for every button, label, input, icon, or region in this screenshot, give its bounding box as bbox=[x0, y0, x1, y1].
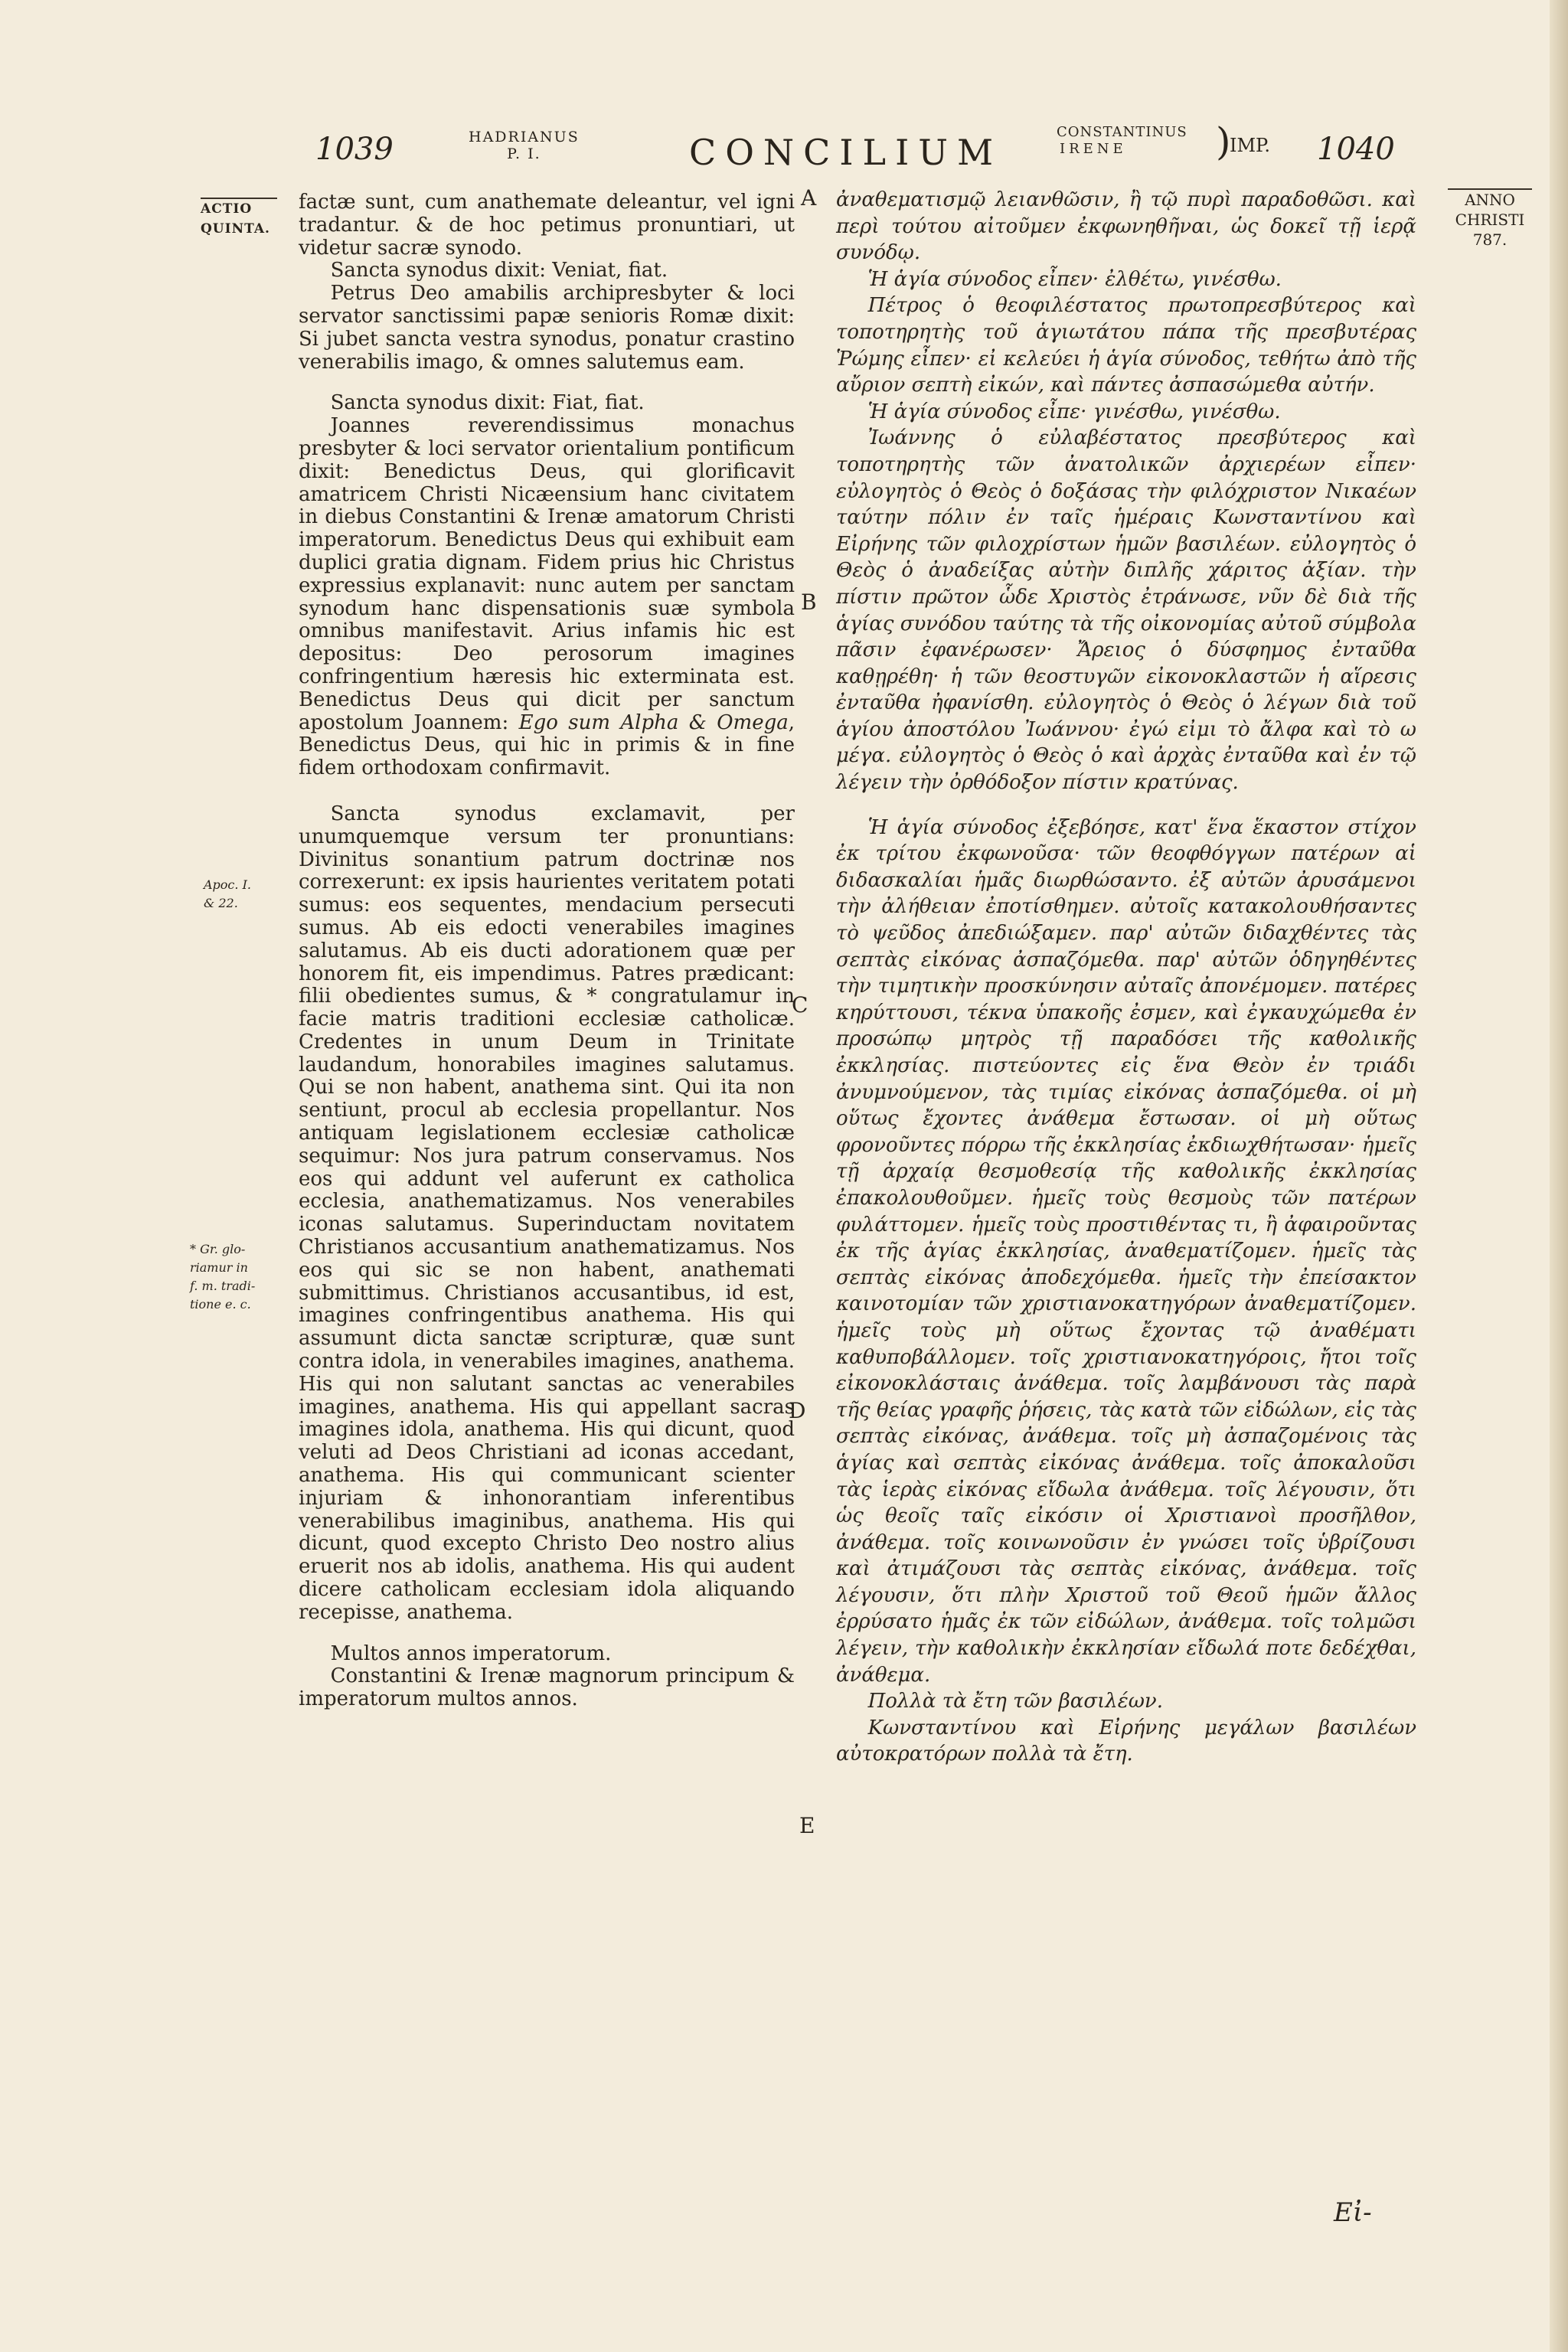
latin-paragraph-2: Sancta synodus dixit: Veniat, fiat. bbox=[330, 259, 668, 283]
note-gr-line-4: tione e. c. bbox=[190, 1297, 251, 1312]
greek-paragraph-3: Πέτρος ὁ θεοφιλέστατος πρωτοπρεσβύτερος καὶ τοποτηρητὴς τοῦ ἁγιωτάτου πάπα τῆς πρεσβυτέρας Ῥώμης εἶπεν· εἰ κελεύει ἡ ἁγία σύνοδος, τεθήτω ἀπὸ τῆς αὔριον σεπτὴ εἰκών, καὶ πάντες ἀσπασώμεθα αὐτήν. bbox=[836, 294, 1416, 397]
greek-paragraph-1: ἀναθεματισμῷ λειανθῶσιν, ἢ τῷ πυρὶ παραδοθῶσι. καὶ περὶ τούτου αἰτοῦμεν ἐκφωνηθῆναι, ὡς δοκεῖ τῇ ἱερᾷ συνόδῳ. bbox=[836, 188, 1416, 265]
greek-paragraph-4: Ἡ ἁγία σύνοδος εἶπε· γινέσθω, γινέσθω. bbox=[867, 400, 1281, 423]
page-number-right: 1040 bbox=[1317, 132, 1395, 167]
margin-note-greek-variant bbox=[190, 1240, 255, 1314]
note-gr-line-1: * Gr. glo- bbox=[190, 1242, 246, 1256]
greek-paragraph-acclamation: Ἡ ἁγία σύνοδος ἐξεβόησε, κατ' ἕνα ἕκαστον στίχον ἐκ τρίτου ἐκφωνοῦσα· τῶν θεοφθόγγων πατέρων αἱ διδασκαλίαι ἡμᾶς διωρθώσαντο. ἐξ αὐτῶν ἀρυσάμενοι τὴν ἀλήθειαν ἐποτίσθημεν. αὐτοῖς κατακολουθήσαντες τὸ ψεῦδος ἀπεδιώξαμεν. παρ' αὐτῶν διδαχθέντες τὰς σεπτὰς εἰκόνας ἀσπαζόμεθα. παρ' αὐτῶν ὁδηγηθέντες τὴν τιμητικὴν προσκύνησιν αὐταῖς ἀπονέμομεν. πατέρες κηρύττουσι, τέκνα ὑπακοῆς ἐσμεν, καὶ ἐγκαυχώμεθα ἐν προσώπῳ μητρὸς τῇ παραδόσει τῆς καθολικῆς ἐκκλησίας. πιστεύοντες εἰς ἕνα Θεὸν ἐν τριάδι ἀνυμνούμενον, τὰς τιμίας εἰκόνας ἀσπαζόμεθα. οἱ μὴ οὕτως ἔχοντες ἀνάθεμα ἔστωσαν. οἱ μὴ οὕτως φρονοῦντες πόρρω τῆς ἐκκλησίας ἐκδιωχθήτωσαν· ἡμεῖς τῇ ἀρχαίᾳ θεσμοθεσίᾳ τῆς καθολικῆς ἐκκλησίας ἐπακολουθοῦμεν. ἡμεῖς τοὺς θεσμοὺς τῶν πατέρων φυλάττομεν. ἡμεῖς τοὺς προστιθέντας τι, ἢ ἀφαιροῦντας ἐκ τῆς ἁγίας ἐκκλησίας, ἀναθεματίζομεν. ἡμεῖς τὰς σεπτὰς εἰκόνας ἀποδεχόμεθα. ἡμεῖς τὴν ἐπείσακτον καινοτομίαν τῶν χριστιανοκατηγόρων ἀναθεματίζομεν. ἡμεῖς τοὺς μὴ οὕτως ἔχοντας τῷ ἀναθέματι καθυποβάλλομεν. τοῖς χριστιανοκατηγόροις, ἤτοι τοῖς εἰκονοκλάσταις ἀνάθεμα. τοῖς λαμβάνουσι τὰς παρὰ τῆς θείας γραφῆς ῥήσεις, τὰς κατὰ τῶν εἰδώλων, εἰς τὰς σεπτὰς εἰκόνας, ἀνάθεμα. τοῖς μὴ ἀσπαζομένοις τὰς ἁγίας καὶ σεπτὰς εἰκόνας ἀνάθεμα. τοῖς ἀποκαλοῦσι τὰς ἱερὰς εἰκόνας εἴδωλα ἀνάθεμα. τοῖς λέγουσιν, ὅτι ὡς θεοῖς ταῖς εἰκόσιν οἱ Χριστιανοὶ προσῆλθον, ἀνάθεμα. τοῖς κοινωνοῦσιν ἐν γνώσει τοῖς ὑβρίζουσι καὶ ἀτιμάζουσι τὰς σεπτὰς εἰκόνας, ἀνάθεμα. τοῖς λέγουσιν, ὅτι πλὴν Χριστοῦ τοῦ Θεοῦ ἡμῶν ἄλλος ἐρρύσατο ἡμᾶς ἐκ τῶν εἰδώλων, ἀνάθεμα. τοῖς τολμῶσι λέγειν, τὴν καθολικὴν ἐκκλησίαν εἴδωλά ποτε δεδέχθαι, ἀνάθεμα. bbox=[836, 815, 1416, 1687]
latin-paragraph-3: Petrus Deo amabilis archipresbyter & loci servator sanctissimi papæ senioris Romæ dixit: Si jubet sancta vestra synodus, ponatur crastino venerabilis imago, & omnes salutemus eam. bbox=[299, 282, 795, 374]
latin-paragraph-acclamation: Sancta synodus exclamavit, per unumquemque versum ter pronuntians: Divinitus sonantium patrum doctrinæ nos correxerunt: ex ipsis haurientes veritatem potati sumus: eos sequentes, mendacium persecuti sumus. Ab eis edocti venerabiles imagines salutamus. Ab eis ducti adorationem quæ per honorem fit, eis impendimus. Patres prædicant: filii obedientes sumus, & * congratulamur in facie matris traditioni ecclesiæ catholicæ. Credentes in unum Deum in Trinitate laudandum, honorabiles imagines salutamus. Qui se non habent, anathema sint. Qui ita non sentiunt, procul ab ecclesia propellantur. Nos antiquam legislationem ecclesiæ catholicæ sequimur: Nos jura patrum conservamus. Nos eos qui addunt vel auferunt ex catholica ecclesia, anathematizamus. Nos venerabiles iconas salutamus. Superinductam novitatem Christianos accusantium anathematizamus. Nos eos qui sic se non habent, anathemati submittimus. Christianos accusantibus, id est, imagines confringentibus anathema. His qui assumunt dicta sanctæ scripturæ, quæ sunt contra idola, in venerabiles imagines, anathema. His qui non salutant sanctas ac venerabiles imagines, anathema. His qui appellant sacras imagines idola, anathema. His qui dicunt, quod veluti ad Deos Christiani ad iconas accedant, anathema. His qui communicant scienter injuriam & inhonorantiam inferentibus venerabilibus imaginibus, anathema. His qui dicunt, quod excepto Christo Deo nostro alius eruerit nos ab idolis, anathema. His qui audent dicere catholicam ecclesiam idola aliquando recepisse, anathema. bbox=[299, 802, 795, 1624]
section-letter-e: E bbox=[799, 1813, 815, 1838]
section-letter-b: B bbox=[801, 590, 817, 615]
header-pontifex: P. I. bbox=[507, 145, 541, 162]
latin-paragraph-1: factæ sunt, cum anathemate deleantur, vel igni tradantur. & de hoc petimus pronuntiari, ut videtur sacræ synodo. bbox=[299, 191, 795, 260]
anno-label-christi: CHRISTI bbox=[1455, 211, 1525, 229]
latin-paragraph-5 bbox=[299, 415, 795, 780]
actio-number: QUINTA. bbox=[201, 221, 270, 237]
greek-paragraph-konstantinou: Κωνσταντίνου καὶ Εἰρήνης μεγάλων βασιλέων αὐτοκρατόρων πολλὰ τὰ ἔτη. bbox=[836, 1716, 1416, 1766]
page-number-left: 1039 bbox=[315, 132, 394, 167]
latin-paragraph-constantini: Constantini & Irenæ magnorum principum & imperatorum multos annos. bbox=[299, 1664, 795, 1711]
header-pope bbox=[469, 129, 580, 162]
header-constantinus: CONSTANTINUS bbox=[1057, 124, 1187, 140]
header-irene: IRENE bbox=[1060, 141, 1127, 157]
note-gr-line-3: f. m. tradi- bbox=[190, 1279, 256, 1293]
header-title: CONCILIUM bbox=[689, 132, 1003, 173]
anno-christi-margin bbox=[1436, 188, 1544, 250]
latin-column bbox=[299, 191, 795, 1711]
latin-joannes-close: , Benedictus Deus, qui hic in primis & in fine fidem orthodoxam confirmavit. bbox=[299, 710, 795, 780]
catchword: Εἰ- bbox=[1334, 2197, 1372, 2228]
latin-paragraph-4: Sancta synodus dixit: Fiat, fiat. bbox=[330, 391, 645, 415]
section-letter-a: A bbox=[801, 185, 817, 211]
section-letter-c: C bbox=[792, 992, 808, 1018]
anno-label: ANNO bbox=[1465, 191, 1515, 209]
anno-year: 787. bbox=[1472, 230, 1508, 249]
greek-paragraph-5: Ἰωάννης ὁ εὐλαβέστατος πρεσβύτερος καὶ τοποτηρητὴς τῶν ἀνατολικῶν ἀρχιερέων εἶπεν· εὐλογητὸς ὁ Θεὸς ὁ δοξάσας τὴν φιλόχριστον Νικαέων ταύτην πόλιν ἐν ταῖς ἡμέραις Κωνσταντίνου καὶ Εἰρήνης τῶν φιλοχρίστων ἡμῶν βασιλέων. εὐλογητὸς ὁ Θεὸς ὁ ἀναδείξας αὐτὴν διπλῆς χάριτος ἀξίαν. τὴν πίστιν πρῶτον ὧδε Χριστὸς ἐτράνωσε, νῦν δὲ διὰ τῆς ἁγίας συνόδου ταύτης τὰ τῆς οἰκονομίας αὐτοῦ σύμβολα πᾶσιν ἐφανέρωσεν· Ἄρειος ὁ δύσφημος ἐνταῦθα καθῃρέθη· ἡ τῶν θεοστυγῶν εἰκονοκλαστῶν ἡ αἵρεσις ἐνταῦθα ἠφανίσθη. εὐλογητὸς ὁ Θεὸς ὁ λέγων διὰ τοῦ ἁγίου ἀποστόλου Ἰωάννου· ἐγώ εἰμι τὸ ἄλφα καὶ τὸ ω μέγα. εὐλογητὸς ὁ Θεὸς ὁ καὶ ἀρχὰς ἐνταῦθα καὶ ἐν τῷ λέγειν τὴν ὀρθόδοξον πίστιν κρατύνας. bbox=[836, 426, 1416, 795]
greek-paragraph-polla: Πολλὰ τὰ ἔτη τῶν βασιλέων. bbox=[867, 1690, 1163, 1713]
latin-joannes-speech: Joannes reverendissimus monachus presbyter & loci servator orientalium pontificum dixit: Benedictus Deus, qui glorificavit amatricem Christi Nicæensium hanc civitatem in diebus Constantini & Irenæ amatorum Christi imperatorum. Benedictus Deus qui exhibuit eam duplici gratia dignam. Fidem prius hic Christus expressius explanavit: nunc autem per sanctam synodum hanc dispensationis suæ symbola omnibus manifestavit. Arius infamis hic est depositus: Deo perosorum imagines confringentium hæresis hic exterminata est. Benedictus Deus qui dicit per sanctum apostolum Joannem: bbox=[299, 414, 795, 734]
actio-label: ACTIO bbox=[201, 201, 253, 217]
book-binding-edge bbox=[1550, 0, 1568, 2352]
header-brace: ) bbox=[1216, 119, 1231, 164]
header-hadrianus: HADRIANUS bbox=[469, 129, 580, 145]
latin-paragraph-multos: Multos annos imperatorum. bbox=[330, 1642, 612, 1665]
margin-note-apocalypse bbox=[204, 876, 251, 913]
actio-margin-heading bbox=[201, 198, 277, 239]
header-imp: IMP. bbox=[1230, 135, 1270, 156]
greek-column bbox=[836, 187, 1416, 1768]
running-header bbox=[0, 119, 1568, 176]
apoc-ref-line-2: & 22. bbox=[204, 896, 238, 910]
apoc-ref-line-1: Apoc. I. bbox=[204, 877, 251, 892]
greek-paragraph-2: Ἡ ἁγία σύνοδος εἶπεν· ἐλθέτω, γινέσθω. bbox=[867, 267, 1282, 291]
note-gr-line-2: riamur in bbox=[190, 1260, 248, 1275]
header-emperors bbox=[1057, 124, 1187, 158]
section-letter-d: D bbox=[789, 1398, 806, 1423]
latin-alpha-omega: Ego sum Alpha & Omega bbox=[518, 710, 789, 734]
